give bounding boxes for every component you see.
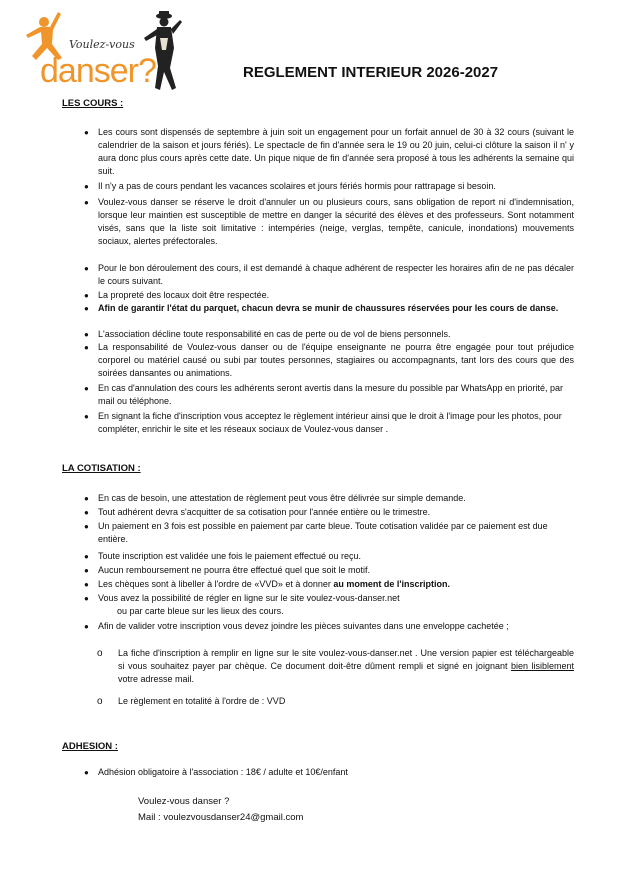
contact-name: Voulez-vous danser ?	[138, 796, 230, 807]
adhesion-item-1: Adhésion obligatoire à l'association : 18€ / adulte et 10€/enfant	[98, 767, 348, 777]
cours-item-4: Pour le bon déroulement des cours, il est demandé à chaque adhérent de respecter les horaires afin de ne pas décaler le cours suivant.	[98, 263, 574, 287]
bullet-icon: ●	[84, 128, 89, 137]
bullet-icon: ●	[84, 580, 89, 589]
bullet-icon: ●	[84, 622, 89, 631]
bullet-icon: ●	[84, 552, 89, 561]
document-title: REGLEMENT INTERIEUR 2026-2027	[243, 64, 499, 81]
bullet-icon: ●	[84, 768, 89, 777]
cotisation-item-7: Vous avez la possibilité de régler en ligne sur le site voulez-vous-danser.net	[98, 593, 400, 603]
bullet-icon: ●	[84, 594, 89, 603]
bullet-icon: ●	[84, 566, 89, 575]
bullet-icon: ●	[84, 182, 89, 191]
cours-item-10: En signant la fiche d'inscription vous acceptez le règlement intérieur ainsi que le droit à l'image pour les photos, pour compléter, enrichir le site et les réseaux sociaux de Voulez-vous danser .	[98, 411, 562, 435]
bullet-icon: ●	[84, 343, 89, 352]
cours-item-8: La responsabilité de Voulez-vous danser ou de l'équipe enseignante ne pourra être engagée pour tout préjudice corporel ou matériel causé ou subi par toutes personnes, stagiaires ou accompagnants, tant lors des cours que des soirées dansantes ou animations.	[98, 342, 574, 379]
voulez-vous-danser-logo	[14, 8, 189, 96]
cotisation-item-5: Aucun remboursement ne pourra être effectué quel que soit le motif.	[98, 565, 370, 575]
bullet-icon: ●	[84, 291, 89, 300]
cotisation-item-4: Toute inscription est validée une fois le paiement effectué ou reçu.	[98, 551, 361, 561]
cours-item-2: Il n'y a pas de cours pendant les vacances scolaires et jours fériés hormis pour rattrapage si besoin.	[98, 181, 496, 191]
bullet-icon: ●	[84, 264, 89, 273]
bullet-icon: ●	[84, 198, 89, 207]
adresse-mail-text: votre adresse mail.	[118, 674, 195, 685]
cours-item-7: L'association décline toute responsabilité en cas de perte ou de vol de biens personnels.	[98, 329, 451, 339]
bullet-icon: ●	[84, 494, 89, 503]
cotisation-item-8: Afin de valider votre inscription vous devez joindre les pièces suivantes dans une enveloppe cachetée ;	[98, 621, 509, 631]
cotisation-item-6	[98, 578, 574, 591]
bullet-icon: ●	[84, 384, 89, 393]
cheque-timing-text: au moment de l'inscription.	[333, 579, 451, 589]
cours-item-1: Les cours sont dispensés de septembre à juin soit un engagement pour un forfait annuel de 30 à 32 cours (suivant le calendrier de la saison et jours fériés). Le spectacle de fin d'année sera le 19 ou 20 juin, celui-ci clôture la saison il n' y aura donc plus cours après cette date. Un pique nique de fin d'année sera proposé à tous les adhérents la semaine qui suit.	[98, 127, 574, 177]
logo-word-text: danser?	[40, 52, 156, 90]
sub-bullet-icon: o	[97, 648, 103, 659]
cotisation-item-7-continued: ou par carte bleue sur les lieux des cours.	[117, 606, 284, 616]
section-heading-cotisation: LA COTISATION :	[62, 463, 141, 474]
cours-item-6: Afin de garantir l'état du parquet, chacun devra se munir de chaussures réservées pour les cours de danse.	[98, 303, 559, 313]
bullet-icon: ●	[84, 508, 89, 517]
cours-item-5: La propreté des locaux doit être respectée.	[98, 290, 270, 300]
fiche-inscription-text: La fiche d'inscription à remplir en ligne sur le site voulez-vous-danser.net . Une version papier est téléchargeable si vous souhaitez payer par chèque. Ce document doit-être dûment rempli et signé en joignant	[118, 648, 574, 672]
cotisation-item-3: Un paiement en 3 fois est possible en paiement par carte bleue. Toute cotisation validée par ce paiement est due entière.	[98, 521, 548, 545]
cotisation-subitem-1	[118, 647, 574, 686]
sub-bullet-icon: o	[97, 696, 103, 707]
bullet-icon: ●	[84, 412, 89, 421]
logo-script-text: Voulez-vous	[69, 38, 135, 51]
cheque-order-text: Les chèques sont à libeller à l'ordre de «VVD» et à donner	[98, 579, 331, 589]
bullet-icon: ●	[84, 304, 89, 313]
bien-lisiblement-text: bien lisiblement	[510, 661, 574, 672]
cours-item-3: Voulez-vous danser se réserve le droit d'annuler un ou plusieurs cours, sans obligation de report ni d'indemnisation, lorsque leur maintien est susceptible de mettre en danger la sécurité des élèves et des professeurs. Sont notamment visés, sans que la liste soit limitative : intempéries (neige, verglas, tempête, canicule, inondations) mouvements sociaux, alertes préfectorales.	[98, 197, 574, 247]
cotisation-subitem-2: Le règlement en totalité à l'ordre de : VVD	[118, 696, 286, 706]
bullet-icon: ●	[84, 522, 89, 531]
contact-mail: Mail : voulezvousdanser24@gmail.com	[138, 812, 304, 823]
cotisation-item-1: En cas de besoin, une attestation de règlement peut vous être délivrée sur simple demande.	[98, 493, 466, 503]
section-heading-cours: LES COURS :	[62, 98, 124, 109]
section-heading-adhesion: ADHESION :	[62, 741, 118, 752]
bullet-icon: ●	[84, 330, 89, 339]
cotisation-item-2: Tout adhérent devra s'acquitter de sa cotisation pour l'année entière ou le trimestre.	[98, 507, 431, 517]
cours-item-9: En cas d'annulation des cours les adhérents seront avertis dans la mesure du possible par WhatsApp en priorité, par mail ou téléphone.	[98, 383, 563, 407]
